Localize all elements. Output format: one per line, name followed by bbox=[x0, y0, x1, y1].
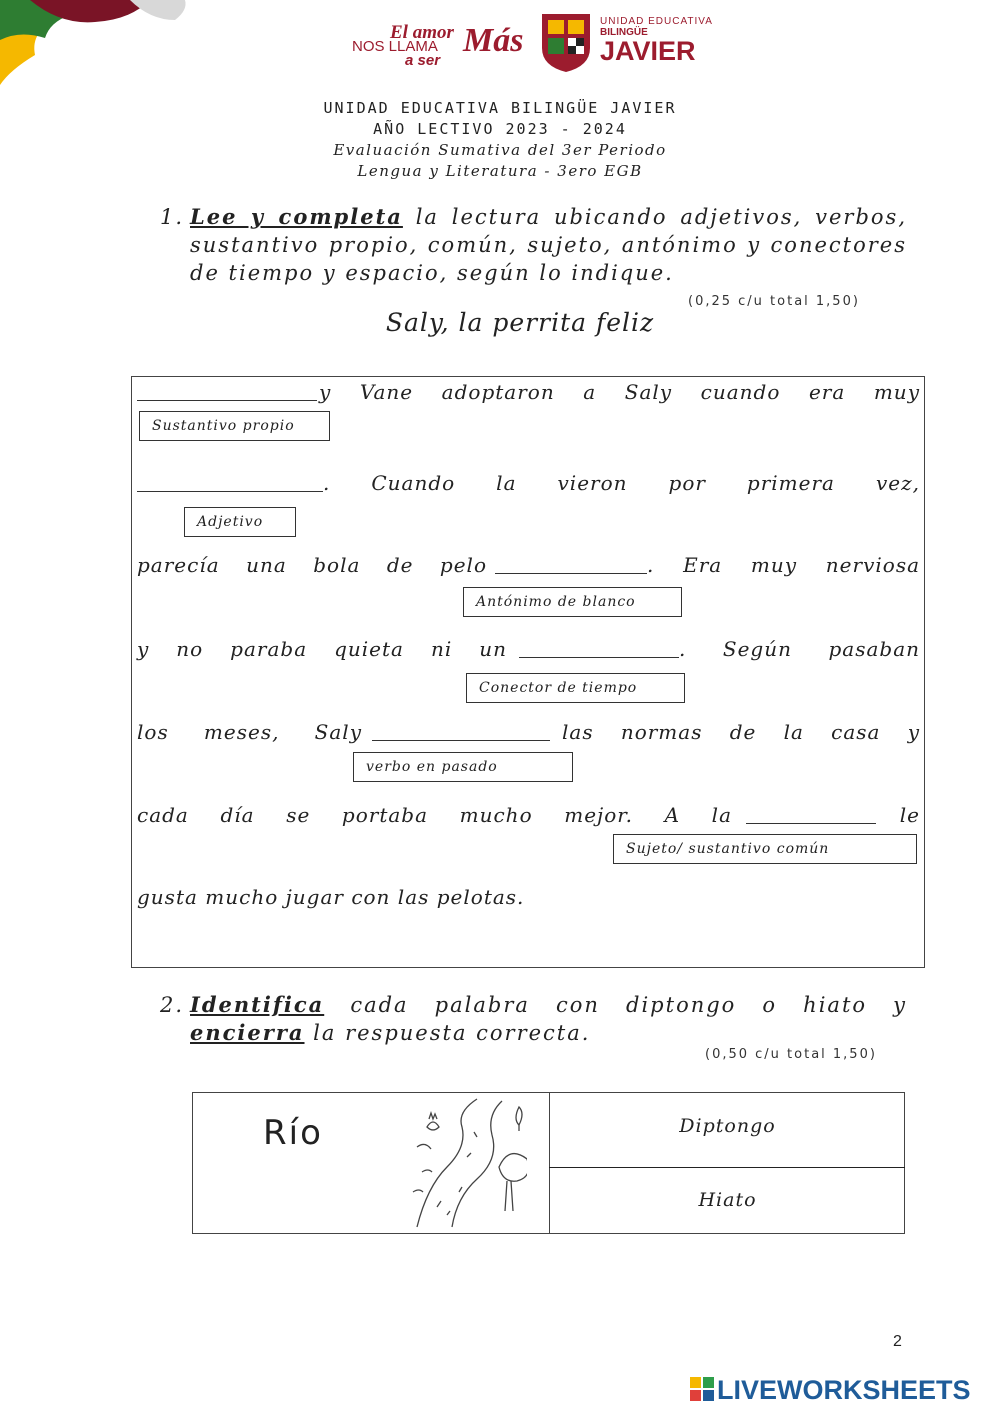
q2-instruction-bold1: Identifica bbox=[190, 992, 325, 1017]
q2-number: 2. bbox=[160, 993, 185, 1017]
blank-4[interactable] bbox=[519, 637, 679, 658]
liveworksheets-logo-icon bbox=[690, 1377, 714, 1401]
logo-school-small2: BILINGÜE bbox=[600, 27, 648, 38]
river-drawing-icon bbox=[407, 1097, 527, 1233]
slogan-logo bbox=[350, 20, 530, 70]
header-school: UNIDAD EDUCATIVA BILINGÜE JAVIER bbox=[323, 99, 677, 117]
hint-adjetivo: Adjetivo bbox=[184, 507, 296, 537]
slogan-line1: El amor bbox=[390, 22, 454, 43]
passage-line-4 bbox=[137, 637, 920, 661]
q1-instruction bbox=[190, 203, 907, 287]
line4-text-b: . Según pasaban bbox=[679, 637, 920, 661]
hint-antonimo-blanco: Antónimo de blanco bbox=[463, 587, 682, 617]
blank-6[interactable] bbox=[746, 803, 876, 824]
option-hiato[interactable]: Hiato bbox=[698, 1189, 757, 1211]
blank-5[interactable] bbox=[372, 720, 550, 741]
passage-line-1 bbox=[137, 380, 920, 404]
q1-instruction-bold: Lee y completa bbox=[190, 204, 403, 229]
line1-text: y Vane adoptaron a Saly cuando era muy bbox=[319, 380, 920, 404]
slogan-line2: NOS LLAMA bbox=[352, 38, 438, 55]
passage-line-2 bbox=[137, 471, 920, 495]
slogan-mas: Más bbox=[463, 22, 524, 59]
q2-instruction-rest: la respuesta correcta. bbox=[304, 1021, 591, 1045]
story-title: Saly, la perrita feliz bbox=[385, 308, 655, 337]
header-subject: Lengua y Literatura - 3ero EGB bbox=[357, 162, 643, 180]
option-diptongo[interactable]: Diptongo bbox=[679, 1115, 776, 1137]
passage-box bbox=[131, 376, 925, 968]
q2-instruction-mid: cada palabra con diptongo o hiato y bbox=[324, 993, 907, 1017]
page-number: 2 bbox=[893, 1333, 902, 1350]
hint-verbo-pasado: verbo en pasado bbox=[353, 752, 573, 782]
line6-text-b: le bbox=[899, 803, 920, 827]
line6-text-a: cada día se portaba mucho mejor. A la bbox=[137, 803, 732, 827]
hint-conector-tiempo: Conector de tiempo bbox=[466, 673, 685, 703]
q2-table bbox=[192, 1092, 905, 1234]
passage-line-5 bbox=[137, 720, 920, 744]
passage-line-7 bbox=[137, 885, 920, 909]
logo-school-small1: UNIDAD EDUCATIVA bbox=[600, 16, 713, 27]
q1-score: (0,25 c/u total 1,50) bbox=[688, 294, 860, 309]
liveworksheets-text: LIVEWORKSHEETS bbox=[717, 1375, 971, 1405]
line4-text-a: y no paraba quieta ni un bbox=[137, 637, 507, 661]
school-name-logo bbox=[600, 16, 713, 64]
corner-decoration bbox=[0, 0, 190, 95]
table-hline bbox=[549, 1167, 905, 1168]
q2-instruction bbox=[190, 991, 907, 1047]
blank-1[interactable] bbox=[137, 380, 317, 401]
q2-instruction-bold2: encierra bbox=[190, 1020, 305, 1045]
line3-text-b: . Era muy nerviosa bbox=[647, 553, 920, 577]
line2-text: . Cuando la vieron por primera vez, bbox=[323, 471, 920, 495]
blank-2[interactable] bbox=[137, 471, 323, 492]
passage-line-3 bbox=[137, 553, 920, 577]
q2-score: (0,50 c/u total 1,50) bbox=[705, 1047, 877, 1062]
passage-line-6 bbox=[137, 803, 920, 827]
blank-3[interactable] bbox=[495, 553, 647, 574]
line5-text-a: los meses, Saly bbox=[137, 720, 362, 744]
table-divider bbox=[549, 1093, 550, 1233]
line7-text: gusta mucho jugar con las pelotas. bbox=[137, 885, 525, 909]
q2-word: Río bbox=[263, 1113, 323, 1153]
line3-text-a: parecía una bola de pelo bbox=[137, 553, 487, 577]
q1-number: 1. bbox=[160, 205, 185, 229]
document-header bbox=[0, 98, 1000, 182]
hint-sujeto-sustantivo-comun: Sujeto/ sustantivo común bbox=[613, 834, 917, 864]
slogan-line3: a ser bbox=[405, 52, 441, 69]
header-year: AÑO LECTIVO 2023 - 2024 bbox=[373, 120, 627, 138]
header-evaluation: Evaluación Sumativa del 3er Periodo bbox=[333, 141, 667, 159]
school-crest-icon bbox=[540, 12, 592, 78]
liveworksheets-brand bbox=[690, 1375, 971, 1406]
hint-sustantivo-propio: Sustantivo propio bbox=[139, 411, 330, 441]
line5-text-b: las normas de la casa y bbox=[562, 720, 920, 744]
logo-school-big: JAVIER bbox=[600, 36, 696, 66]
q1-instruction-rest: la lectura ubicando adjetivos, verbos, sustantivo propio, común, sujeto, antónimo y conectores de tiempo y espacio, según lo indique. bbox=[190, 205, 907, 285]
